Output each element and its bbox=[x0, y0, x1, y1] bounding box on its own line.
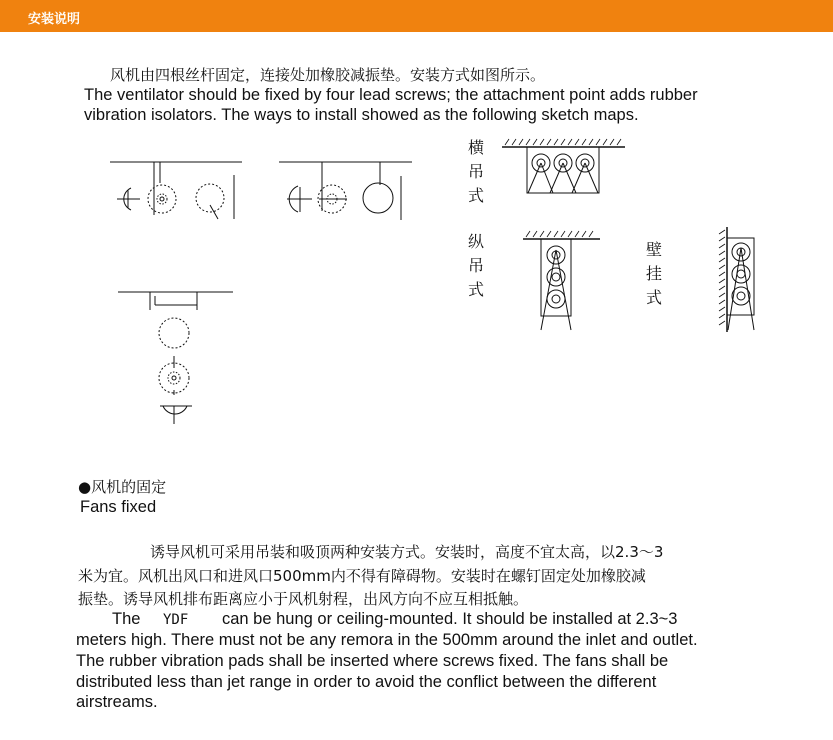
body-en-line5: airstreams. bbox=[76, 693, 158, 711]
body-en-model: YDF bbox=[163, 612, 189, 628]
bullet: ● bbox=[78, 478, 92, 496]
page-title: 安装说明 bbox=[28, 12, 81, 27]
section-title-cn-text: 风机的固定 bbox=[91, 478, 167, 496]
body-cn-line2: 米为宜。风机出风口和进风口500mm内不得有障碍物。安装时在螺钉固定处加橡胶减 bbox=[78, 567, 646, 585]
intro-en-line1: The ventilator should be fixed by four lead screws; the attachment point adds rubber bbox=[84, 86, 698, 104]
section-title-cn bbox=[78, 476, 166, 497]
intro-en-line2: vibration isolators. The ways to install showed as the following sketch maps. bbox=[84, 106, 639, 124]
body-en-line2: meters high. There must not be any remora in the 500mm around the inlet and outlet. bbox=[76, 631, 698, 649]
label-char: 式 bbox=[467, 280, 484, 299]
label-wall-mounted bbox=[644, 238, 664, 310]
label-char: 壁 bbox=[645, 240, 662, 259]
label-char: 挂 bbox=[645, 264, 662, 283]
label-char: 式 bbox=[645, 288, 662, 307]
label-char: 纵 bbox=[467, 232, 484, 251]
label-vertical-hanging bbox=[466, 230, 486, 302]
label-char: 吊 bbox=[467, 256, 484, 275]
body-en-line1: can be hung or ceiling-mounted. It should be installed at 2.3~3 bbox=[222, 610, 678, 628]
body-en-line3: The rubber vibration pads shall be inserted where screws fixed. The fans shall be bbox=[76, 652, 669, 670]
body-en-the: The bbox=[112, 610, 141, 628]
body-en-line4: distributed less than jet range in order to avoid the conflict between the different bbox=[76, 673, 657, 691]
section-title-en: Fans fixed bbox=[80, 498, 157, 516]
label-char: 横 bbox=[467, 138, 484, 157]
body-cn-line1: 诱导风机可采用吊装和吸顶两种安装方式。安装时，高度不宜太高，以2.3～3 bbox=[150, 543, 664, 561]
body-cn-line3: 振垫。诱导风机排布距离应小于风机射程，出风方向不应互相抵触。 bbox=[78, 590, 529, 608]
intro-cn: 风机由四根丝杆固定，连接处加橡胶减振垫。安装方式如图所示。 bbox=[110, 66, 546, 84]
label-char: 吊 bbox=[467, 162, 484, 181]
label-horizontal-hanging bbox=[466, 136, 486, 208]
label-char: 式 bbox=[467, 186, 484, 205]
